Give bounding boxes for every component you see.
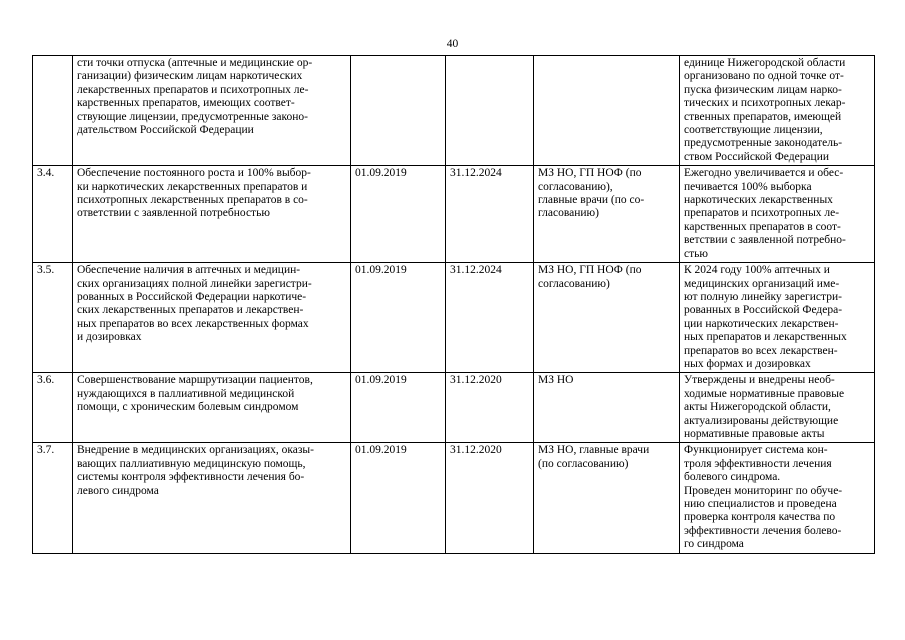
end-date-cell <box>446 56 534 166</box>
end-date-cell: 31.12.2020 <box>446 373 534 443</box>
end-date-cell: 31.12.2020 <box>446 443 534 553</box>
activity-name-cell: Обеспечение постоянного роста и 100% выбор- ки наркотических лекарственных препаратов и психотропных лекарственных препаратов в со- ответствии с заявленной потребностью <box>73 166 351 263</box>
expected-result-cell: Ежегодно увеличивается и обес- печивается 100% выборка наркотических лекарственных препаратов и психотропных ле- карственных препаратов в соот- ветствии с заявленной потребно- стью <box>680 166 875 263</box>
table-row <box>33 166 875 263</box>
start-date-cell: 01.09.2019 <box>351 166 446 263</box>
end-date-cell: 31.12.2024 <box>446 166 534 263</box>
table-row <box>33 56 875 166</box>
start-date-cell <box>351 56 446 166</box>
start-date-cell: 01.09.2019 <box>351 263 446 373</box>
table-row <box>33 263 875 373</box>
expected-result-cell: Утверждены и внедрены необ- ходимые нормативные правовые акты Нижегородской области, актуализированы действующие нормативные правовые акты <box>680 373 875 443</box>
row-number-cell: 3.4. <box>33 166 73 263</box>
responsible-cell: МЗ НО, ГП НОФ (по согласованию), главные врачи (по со- гласованию) <box>534 166 680 263</box>
responsible-cell: МЗ НО, ГП НОФ (по согласованию) <box>534 263 680 373</box>
responsible-cell: МЗ НО <box>534 373 680 443</box>
table-row <box>33 373 875 443</box>
activities-table <box>32 55 875 554</box>
activity-name-cell: Внедрение в медицинских организациях, оказы- вающих паллиативную медицинскую помощь, системы контроля эффективности лечения бо- левого синдрома <box>73 443 351 553</box>
responsible-cell: МЗ НО, главные врачи (по согласованию) <box>534 443 680 553</box>
page-number: 40 <box>446 38 459 50</box>
table-row <box>33 443 875 553</box>
expected-result-cell: единице Нижегородской области организовано по одной точке от- пуска физическим лицам нарко- тических и психотропных лекар- ственных препаратов, имеющей соответствующие лицензии, предусмотренные законодатель- ством Российской Федерации <box>680 56 875 166</box>
row-number-cell: 3.5. <box>33 263 73 373</box>
activity-name-cell: Обеспечение наличия в аптечных и медицин- ских организациях полной линейки зарегистри- рованных в Российской Федерации наркотиче- ских лекарственных препаратов и лекарствен- ных препаратов во всех лекарственных формах и дозировках <box>73 263 351 373</box>
row-number-cell: 3.7. <box>33 443 73 553</box>
activity-name-cell: Совершенствование маршрутизации пациентов, нуждающихся в паллиативной медицинской помощи, с хроническим болевым синдромом <box>73 373 351 443</box>
row-number-cell <box>33 56 73 166</box>
activity-name-cell: сти точки отпуска (аптечные и медицинские ор- ганизации) физическим лицам наркотических лекарственных препаратов и психотропных ле- карственных препаратов, имеющих соответ- ствующие лицензии, предусмотренные законо- дательством Российской Федерации <box>73 56 351 166</box>
row-number-cell: 3.6. <box>33 373 73 443</box>
start-date-cell: 01.09.2019 <box>351 443 446 553</box>
end-date-cell: 31.12.2024 <box>446 263 534 373</box>
responsible-cell <box>534 56 680 166</box>
start-date-cell: 01.09.2019 <box>351 373 446 443</box>
expected-result-cell: К 2024 году 100% аптечных и медицинских организаций име- ют полную линейку зарегистри- рованных в Российской Федера- ции наркотических лекарствен- ных препаратов и лекарственных препаратов во всех лекарствен- ных формах и дозировках <box>680 263 875 373</box>
table-body <box>33 56 875 554</box>
expected-result-cell: Функционирует система кон- троля эффективности лечения болевого синдрома. Проведен мониторинг по обуче- нию специалистов и проведена проверка контроля качества по эффективности лечения болево- го синдрома <box>680 443 875 553</box>
